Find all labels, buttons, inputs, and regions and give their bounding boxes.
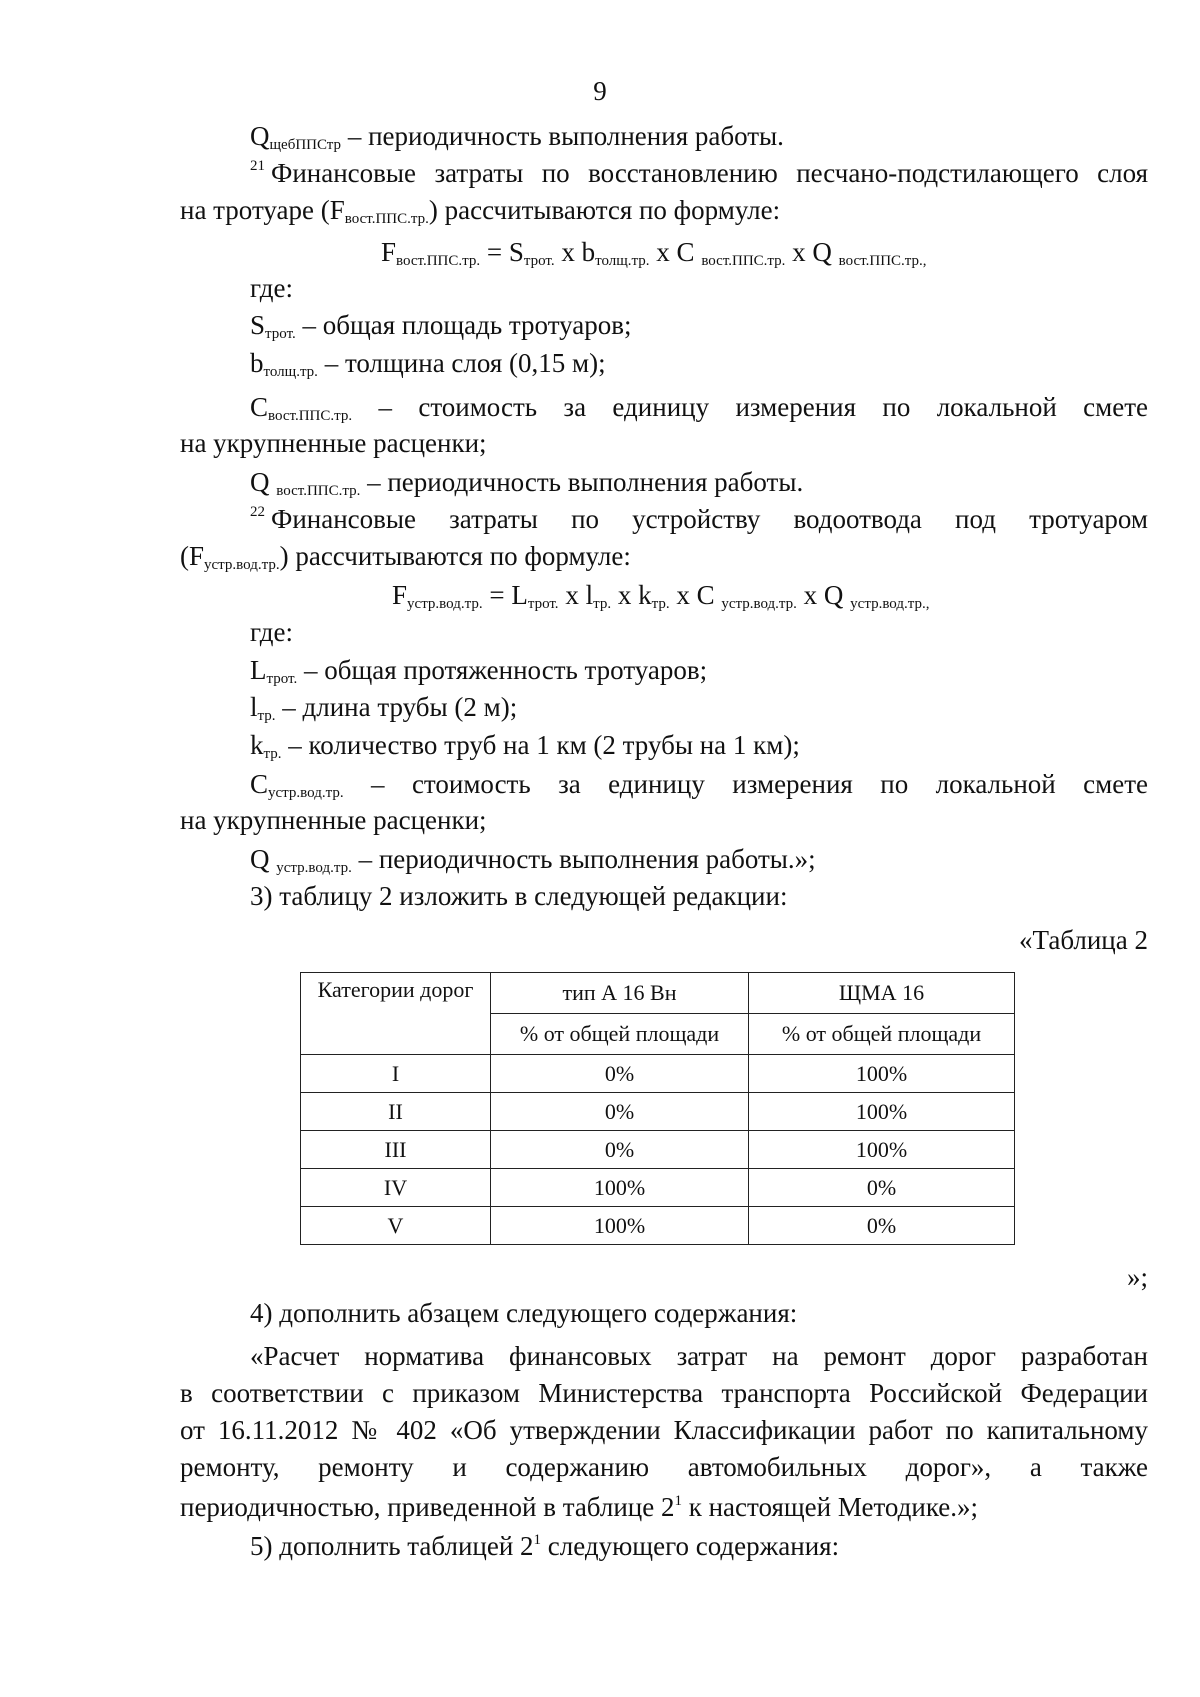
paragraph-line: $Q_{щебППСтр}$ – периодичность выполнения работы. bbox=[250, 121, 784, 153]
paragraph-line: $C_{устр.вод.тр.}$ – стоимость за единицу измерения по локальной смете bbox=[250, 769, 1148, 801]
paragraph-line: на укрупненные расценки; bbox=[180, 428, 487, 458]
table-subheader-col2: % от общей площади bbox=[749, 1014, 1015, 1055]
table-row bbox=[301, 1093, 1015, 1131]
paragraph-line: от 16.11.2012 № 402 «Об утверждении Классификации работ по капитальному bbox=[180, 1415, 1148, 1445]
paragraph-line: ремонту, ремонту и содержанию автомобильных дорог», а также bbox=[180, 1452, 1148, 1482]
table-cell: 100% bbox=[749, 1093, 1015, 1131]
paragraph-line: $(F_{устр.вод.тр.})$ рассчитываются по формуле: bbox=[180, 541, 631, 573]
formula-financial-costs-sand-layer: $F_{вост.ППС.тр.} = S_{трот.}$ x $b_{толщ.тр.}$ x C $_{вост.ППС.тр.}$ x Q $_{вост.ППС.тр.,}$ bbox=[381, 237, 927, 269]
paragraph-line: $b_{толщ.тр.}$ – толщина слоя (0,15 м); bbox=[250, 348, 606, 380]
table-cell: 0% bbox=[749, 1207, 1015, 1245]
page-number: 9 bbox=[593, 76, 607, 106]
paragraph-line: в соответствии с приказом Министерства транспорта Российской Федерации bbox=[180, 1378, 1148, 1408]
table-cell-category: I bbox=[301, 1055, 491, 1093]
table-header-col2: ЩМА 16 bbox=[749, 973, 1015, 1014]
paragraph-line: Q $_{устр.вод.тр.}$ – периодичность выполнения работы.»; bbox=[250, 844, 816, 876]
table-header-category: Категории дорог bbox=[301, 973, 491, 1055]
paragraph-line: $^{22}$ Финансовые затраты по устройству водоотвода под тротуаром bbox=[250, 504, 1148, 534]
table-row bbox=[301, 1131, 1015, 1169]
table-row bbox=[301, 1169, 1015, 1207]
table-caption: «Таблица 2 bbox=[1019, 925, 1148, 955]
paragraph-line: $k_{тр.}$ – количество труб на 1 км (2 трубы на 1 км); bbox=[250, 730, 800, 762]
table-header-col1: тип А 16 Вн bbox=[491, 973, 749, 1014]
paragraph-line: «Расчет норматива финансовых затрат на ремонт дорог разработан bbox=[250, 1341, 1148, 1371]
table-row bbox=[301, 1207, 1015, 1245]
table-cell: 100% bbox=[749, 1131, 1015, 1169]
table-cell: 0% bbox=[491, 1093, 749, 1131]
table-closing-quote: »; bbox=[1126, 1262, 1148, 1292]
formula-financial-costs-drainage: $F_{устр.вод.тр.} = L_{трот.}$ x $l_{тр.}$ x $k_{тр.}$ x C $_{устр.вод.тр.}$ x Q $_{устр.вод.тр.,}$ bbox=[392, 580, 930, 612]
paragraph-line: $S_{трот.}$ – общая площадь тротуаров; bbox=[250, 310, 632, 342]
table-cell-category: II bbox=[301, 1093, 491, 1131]
table-cell: 100% bbox=[491, 1169, 749, 1207]
table-cell: 0% bbox=[491, 1055, 749, 1093]
paragraph-line: 5) дополнить таблицей $2^1$ следующего содержания: bbox=[250, 1531, 840, 1561]
paragraph-line: $L_{трот.}$ – общая протяженность тротуаров; bbox=[250, 655, 708, 687]
road-category-coverage-table bbox=[300, 972, 1015, 1245]
table-cell: 100% bbox=[491, 1207, 749, 1245]
table-cell-category: V bbox=[301, 1207, 491, 1245]
paragraph-line: $l_{тр.}$ – длина трубы (2 м); bbox=[250, 692, 518, 724]
paragraph-line: Q $_{вост.ППС.тр.}$ – периодичность выполнения работы. bbox=[250, 467, 804, 499]
table-row bbox=[301, 1055, 1015, 1093]
paragraph-line: 3) таблицу 2 изложить в следующей редакции: bbox=[250, 881, 788, 911]
paragraph-line: где: bbox=[250, 273, 293, 303]
table-cell: 100% bbox=[749, 1055, 1015, 1093]
table-cell: 0% bbox=[749, 1169, 1015, 1207]
paragraph-line: где: bbox=[250, 617, 293, 647]
paragraph-line: на тротуаре $(F_{вост.ППС.тр.})$ рассчитываются по формуле: bbox=[180, 195, 781, 227]
paragraph-line: периодичностью, приведенной в таблице $2^1$ к настоящей Методике.»; bbox=[180, 1492, 979, 1522]
table-subheader-col1: % от общей площади bbox=[491, 1014, 749, 1055]
paragraph-line: 4) дополнить абзацем следующего содержания: bbox=[250, 1298, 798, 1328]
table-cell-category: III bbox=[301, 1131, 491, 1169]
table-cell: 0% bbox=[491, 1131, 749, 1169]
table-cell-category: IV bbox=[301, 1169, 491, 1207]
paragraph-line: $C_{вост.ППС.тр.}$ – стоимость за единицу измерения по локальной смете bbox=[250, 392, 1148, 424]
paragraph-line: $^{21}$ Финансовые затраты по восстановлению песчано-подстилающего слоя bbox=[250, 158, 1148, 188]
paragraph-line: на укрупненные расценки; bbox=[180, 805, 487, 835]
